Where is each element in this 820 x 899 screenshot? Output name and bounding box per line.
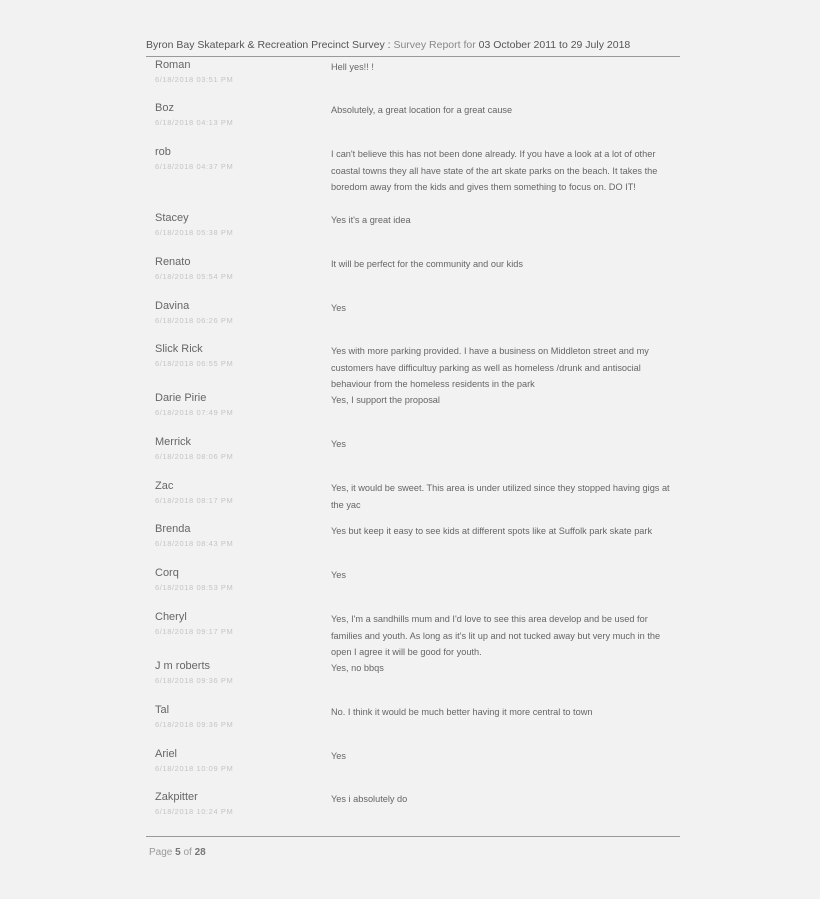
respondent-name: Roman xyxy=(155,59,191,71)
respondent-name: Zakpitter xyxy=(155,791,198,803)
response-comment: Yes but keep it easy to see kids at different spots like at Suffolk park skate park xyxy=(331,526,653,536)
response-comment: Yes with more parking provided. I have a business on Middleton street and my customers have difficultuy parking as well as homeless /drunk and antisocial behaviour from the homeless residents in the park xyxy=(331,346,649,390)
response-date: 6/18/2018 10:09 PM xyxy=(155,764,234,773)
response-date: 6/18/2018 04:37 PM xyxy=(155,162,234,171)
response-comment: Yes xyxy=(331,751,346,761)
respondent-name: Stacey xyxy=(155,212,189,224)
response-date: 6/18/2018 03:51 PM xyxy=(155,75,234,84)
report-prefix: Survey Report for xyxy=(393,39,476,51)
respondent-name: J m roberts xyxy=(155,660,211,672)
response-date: 6/18/2018 06:26 PM xyxy=(155,316,234,325)
response-comment: No. I think it would be much better having it more central to town xyxy=(331,707,593,717)
header-divider xyxy=(146,56,680,57)
respondent-name: Davina xyxy=(155,300,190,312)
response-comment: Yes xyxy=(331,570,346,580)
page-number: 5 xyxy=(175,847,181,858)
page-footer xyxy=(149,847,206,858)
response-date: 6/18/2018 04:13 PM xyxy=(155,118,234,127)
response-comment: Yes it's a great idea xyxy=(331,215,411,225)
response-comment: Yes, I support the proposal xyxy=(331,395,440,405)
respondent-name: Boz xyxy=(155,102,174,114)
response-date: 6/18/2018 08:06 PM xyxy=(155,452,234,461)
report-date-range: 03 October 2011 to 29 July 2018 xyxy=(478,39,631,51)
response-date: 6/18/2018 08:17 PM xyxy=(155,496,234,505)
page-total: 28 xyxy=(194,847,206,858)
response-comment: Yes, it would be sweet. This area is under utilized since they stopped having gigs at the yac xyxy=(331,483,670,510)
of-word: of xyxy=(183,847,192,858)
respondent-name: Merrick xyxy=(155,436,192,448)
respondent-name: Corq xyxy=(155,567,179,579)
response-comment: It will be perfect for the community and our kids xyxy=(331,259,523,269)
response-date: 6/18/2018 09:36 PM xyxy=(155,676,234,685)
response-date: 6/18/2018 06:55 PM xyxy=(155,359,234,368)
respondent-name: Darie Pirie xyxy=(155,392,207,404)
response-date: 6/18/2018 08:53 PM xyxy=(155,583,234,592)
respondent-name: Zac xyxy=(155,480,174,492)
response-date: 6/18/2018 07:49 PM xyxy=(155,408,234,417)
page-word: Page xyxy=(149,847,173,858)
response-comment: Yes xyxy=(331,439,346,449)
respondent-name: Slick Rick xyxy=(155,343,203,355)
response-comment: Yes i absolutely do xyxy=(331,794,408,804)
response-comment: Yes xyxy=(331,303,346,313)
response-date: 6/18/2018 10:24 PM xyxy=(155,807,234,816)
response-date: 6/18/2018 09:17 PM xyxy=(155,627,234,636)
respondent-name: Ariel xyxy=(155,748,178,760)
respondent-name: Renato xyxy=(155,256,191,268)
respondent-name: Cheryl xyxy=(155,611,187,623)
response-comment: Yes, no bbqs xyxy=(331,663,384,673)
response-date: 6/18/2018 05:54 PM xyxy=(155,272,234,281)
footer-divider xyxy=(146,836,680,837)
response-date: 6/18/2018 08:43 PM xyxy=(155,539,234,548)
respondent-name: rob xyxy=(155,146,171,158)
response-date: 6/18/2018 05:38 PM xyxy=(155,228,234,237)
response-comment: Yes, I'm a sandhills mum and I'd love to see this area develop and be used for families and youth. As long as it's lit up and not tucked away but very much in the open I agree it will be good for youth. xyxy=(331,614,661,658)
response-date: 6/18/2018 09:36 PM xyxy=(155,720,234,729)
respondent-name: Brenda xyxy=(155,523,191,535)
survey-title: Byron Bay Skatepark & Recreation Precinct Survey : xyxy=(146,39,391,51)
response-comment: Absolutely, a great location for a great cause xyxy=(331,105,513,115)
respondent-name: Tal xyxy=(155,704,170,716)
response-comment: Hell yes!! ! xyxy=(331,62,374,72)
page-header xyxy=(146,39,680,51)
response-comment: I can't believe this has not been done already. If you have a look at a lot of other coastal towns they all have state of the art skate parks on the beach. It takes the boredom away from the kids and gives them something to focus on. DO IT! xyxy=(331,149,658,193)
